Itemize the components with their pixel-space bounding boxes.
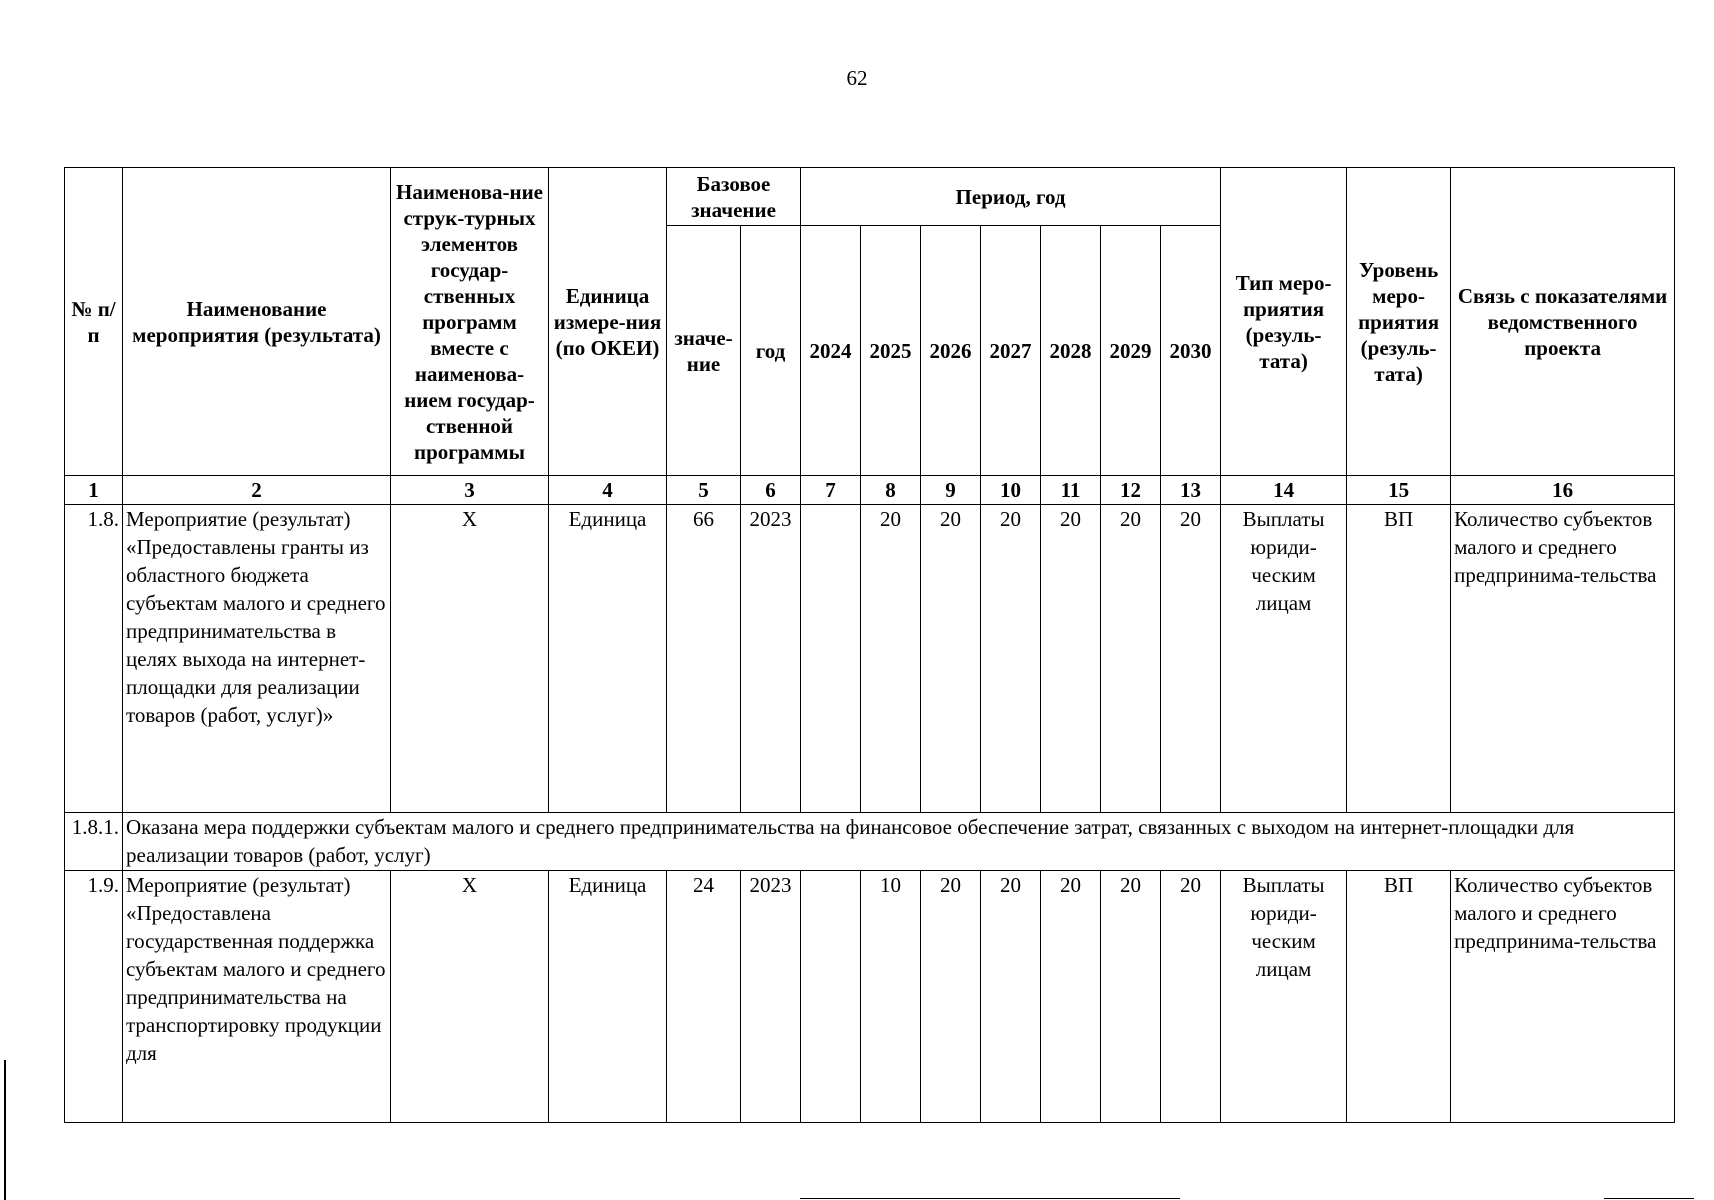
- row-description: Оказана мера поддержки субъектам малого и среднего предпринимательства на финансовое обеспечение затрат, связанных с выходом на интернет-площадки для реализации товаров (работ, услуг): [123, 813, 1675, 871]
- row-year-2024: [801, 871, 861, 1123]
- row-num: 1.9.: [65, 871, 123, 1123]
- row-year-2028: 20: [1041, 871, 1101, 1123]
- column-number: 6: [741, 476, 801, 505]
- header-year-2029: 2029: [1101, 226, 1161, 476]
- column-number: 3: [391, 476, 549, 505]
- row-unit: Единица: [549, 505, 667, 813]
- row-year-2026: 20: [921, 871, 981, 1123]
- row-type: Выплаты юриди-ческим лицам: [1221, 871, 1347, 1123]
- column-number: 16: [1451, 476, 1675, 505]
- header-year-2027: 2027: [981, 226, 1041, 476]
- column-number: 5: [667, 476, 741, 505]
- row-link: Количество субъектов малого и среднего предпринима-тельства: [1451, 871, 1675, 1123]
- row-base-year: 2023: [741, 505, 801, 813]
- row-name: Мероприятие (результат) «Предоставлена государственная поддержка субъектам малого и среднего предпринимательства на транспортировку продукции для: [123, 871, 391, 1123]
- row-unit: Единица: [549, 871, 667, 1123]
- page-number: 62: [846, 66, 868, 90]
- table-row: [65, 505, 1675, 813]
- column-number: 15: [1347, 476, 1451, 505]
- row-type: Выплаты юриди-ческим лицам: [1221, 505, 1347, 813]
- scan-line: [800, 1198, 1180, 1199]
- table-row: [65, 813, 1675, 871]
- row-year-2025: 10: [861, 871, 921, 1123]
- row-link: Количество субъектов малого и среднего предпринима-тельства: [1451, 505, 1675, 813]
- header-year-2028: 2028: [1041, 226, 1101, 476]
- header-year-2024: 2024: [801, 226, 861, 476]
- table-row: [65, 871, 1675, 1123]
- header-num: № п/п: [65, 168, 123, 476]
- column-number: 9: [921, 476, 981, 505]
- row-base-value: 24: [667, 871, 741, 1123]
- header-base-year: год: [741, 226, 801, 476]
- header-base: Базовое значение: [667, 168, 801, 226]
- row-year-2030: 20: [1161, 871, 1221, 1123]
- row-year-2027: 20: [981, 505, 1041, 813]
- row-level: ВП: [1347, 505, 1451, 813]
- row-base-value: 66: [667, 505, 741, 813]
- header-unit: Единица измере-ния (по ОКЕИ): [549, 168, 667, 476]
- column-number: 7: [801, 476, 861, 505]
- column-number: 13: [1161, 476, 1221, 505]
- header-year-2025: 2025: [861, 226, 921, 476]
- row-year-2029: 20: [1101, 871, 1161, 1123]
- row-year-2028: 20: [1041, 505, 1101, 813]
- row-year-2024: [801, 505, 861, 813]
- column-number: 14: [1221, 476, 1347, 505]
- row-year-2025: 20: [861, 505, 921, 813]
- row-struct: Х: [391, 505, 549, 813]
- row-base-year: 2023: [741, 871, 801, 1123]
- header-struct: Наименова-ние струк-турных элементов государ-ственных программ вместе с наименова-нием государ-ственной программы: [391, 168, 549, 476]
- column-number: 4: [549, 476, 667, 505]
- row-struct: Х: [391, 871, 549, 1123]
- column-number: 2: [123, 476, 391, 505]
- column-number: 10: [981, 476, 1041, 505]
- column-number: 11: [1041, 476, 1101, 505]
- measures-table: [64, 167, 1675, 1123]
- row-year-2026: 20: [921, 505, 981, 813]
- row-year-2029: 20: [1101, 505, 1161, 813]
- row-num: 1.8.1.: [65, 813, 123, 871]
- header-link: Связь с показателями ведомственного проекта: [1451, 168, 1675, 476]
- column-number: 12: [1101, 476, 1161, 505]
- header-period: Период, год: [801, 168, 1221, 226]
- header-level: Уровень меро-приятия (резуль-тата): [1347, 168, 1451, 476]
- header-base-value: значе-ние: [667, 226, 741, 476]
- row-name: Мероприятие (результат) «Предоставлены гранты из областного бюджета субъектам малого и среднего предпринимательства в целях выхода на интернет-площадки для реализации товаров (работ, услуг)»: [123, 505, 391, 813]
- column-number: 1: [65, 476, 123, 505]
- row-year-2030: 20: [1161, 505, 1221, 813]
- row-year-2027: 20: [981, 871, 1041, 1123]
- header-type: Тип меро-приятия (резуль-тата): [1221, 168, 1347, 476]
- scan-line: [1604, 1198, 1694, 1199]
- scan-edge: [4, 1060, 6, 1200]
- header-name: Наименование мероприятия (результата): [123, 168, 391, 476]
- header-year-2030: 2030: [1161, 226, 1221, 476]
- header-year-2026: 2026: [921, 226, 981, 476]
- row-num: 1.8.: [65, 505, 123, 813]
- row-level: ВП: [1347, 871, 1451, 1123]
- column-number: 8: [861, 476, 921, 505]
